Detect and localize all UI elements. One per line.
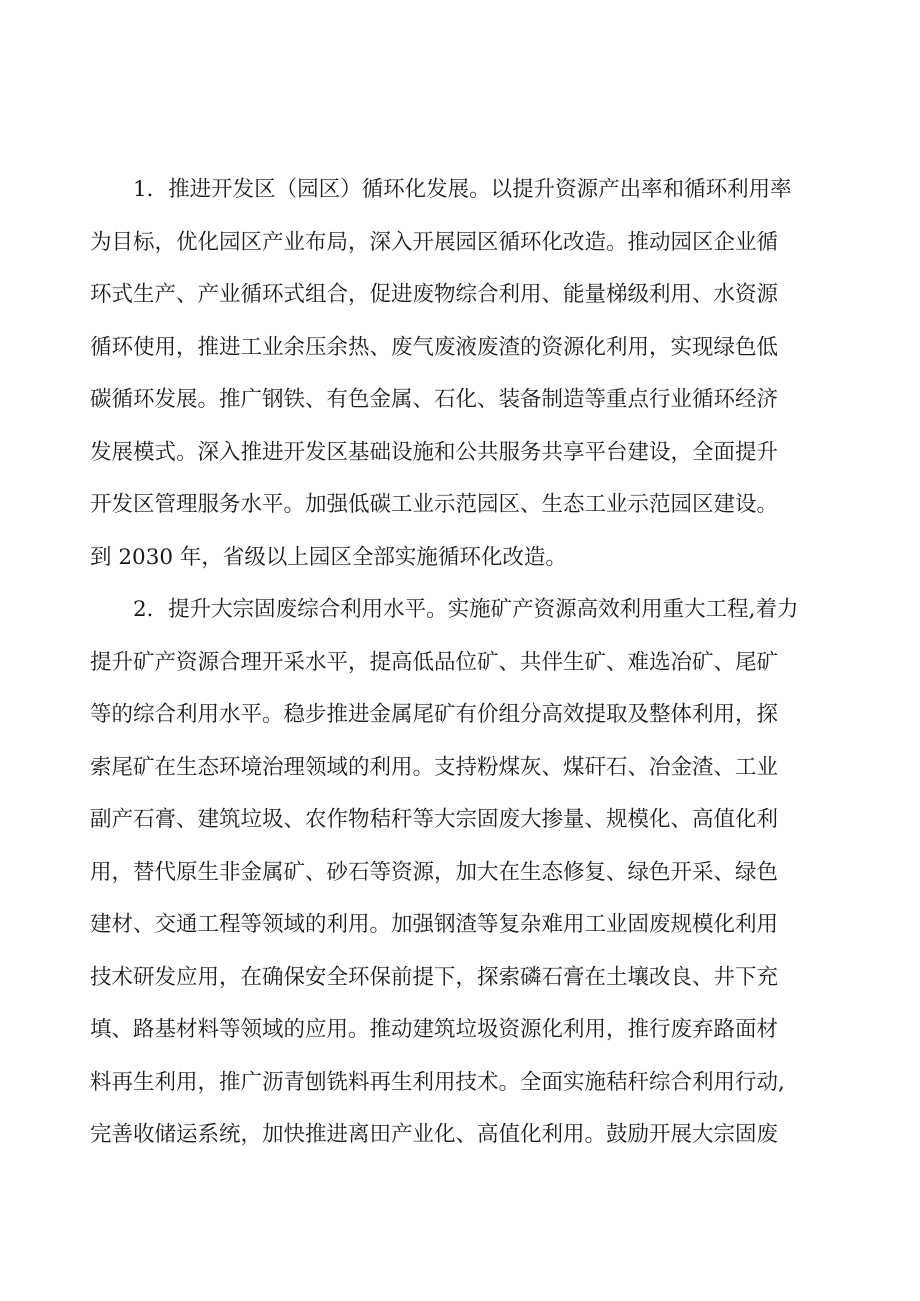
paragraph-2-line-4: 索尾矿在生态环境治理领域的利用。支持粉煤灰、煤矸石、冶金渣、工业 — [90, 754, 779, 780]
paragraph-2-line-6: 用，替代原生非金属矿、砂石等资源，加大在生态修复、绿色开采、绿色 — [90, 859, 779, 885]
paragraph-2-line-3: 等的综合利用水平。稳步推进金属尾矿有价组分高效提取及整体利用，探 — [90, 702, 779, 727]
paragraph-1-line-3: 环式生产、产业循环式组合，促进废物综合利用、能量梯级利用、水资源 — [90, 282, 779, 307]
paragraph-2-line-2: 提升矿产资源合理开采水平，提高低品位矿、共伴生矿、难选冶矿、尾矿 — [90, 649, 779, 675]
paragraph-1-line-4: 循环使用，推进工业余压余热、废气废液废渣的资源化利用，实现绿色低 — [90, 334, 779, 360]
paragraph-2-line-7: 建材、交通工程等领域的利用。加强钢渣等复杂难用工业固废规模化利用 — [90, 912, 779, 937]
paragraph-2-line-11: 完善收储运系统，加快推进离田产业化、高值化利用。鼓励开展大宗固废 — [90, 1122, 779, 1147]
paragraph-1-line-8: 到 2030 年，省级以上园区全部实施循环化改造。 — [90, 544, 567, 570]
paragraph-2-line-1: 2．提升大宗固废综合利用水平。实施矿产资源高效利用重大工程,着力 — [133, 597, 799, 622]
document-body — [90, 164, 840, 1162]
paragraph-2-line-9: 填、路基材料等领域的应用。推动建筑垃圾资源化利用，推行废弃路面材 — [90, 1017, 779, 1042]
paragraph-2-line-5: 副产石膏、建筑垃圾、农作物秸秆等大宗固废大掺量、规模化、高值化利 — [90, 807, 779, 832]
paragraph-1-line-7: 开发区管理服务水平。加强低碳工业示范园区、生态工业示范园区建设。 — [90, 492, 779, 517]
paragraph-1-line-2: 为目标，优化园区产业布局，深入开展园区循环化改造。推动园区企业循 — [90, 229, 779, 255]
paragraph-1-line-1: 1．推进开发区（园区）循环化发展。以提升资源产出率和循环利用率 — [133, 177, 792, 202]
paragraph-1-line-5: 碳循环发展。推广钢铁、有色金属、石化、装备制造等重点行业循环经济 — [90, 387, 779, 412]
paragraph-2-line-8: 技术研发应用，在确保安全环保前提下，探索磷石膏在土壤改良、井下充 — [90, 964, 779, 990]
paragraph-1-line-6: 发展模式。深入推进开发区基础设施和公共服务共享平台建设，全面提升 — [90, 439, 779, 465]
paragraph-2-line-10: 料再生利用，推广沥青刨铣料再生利用技术。全面实施秸秆综合利用行动, — [90, 1069, 785, 1095]
